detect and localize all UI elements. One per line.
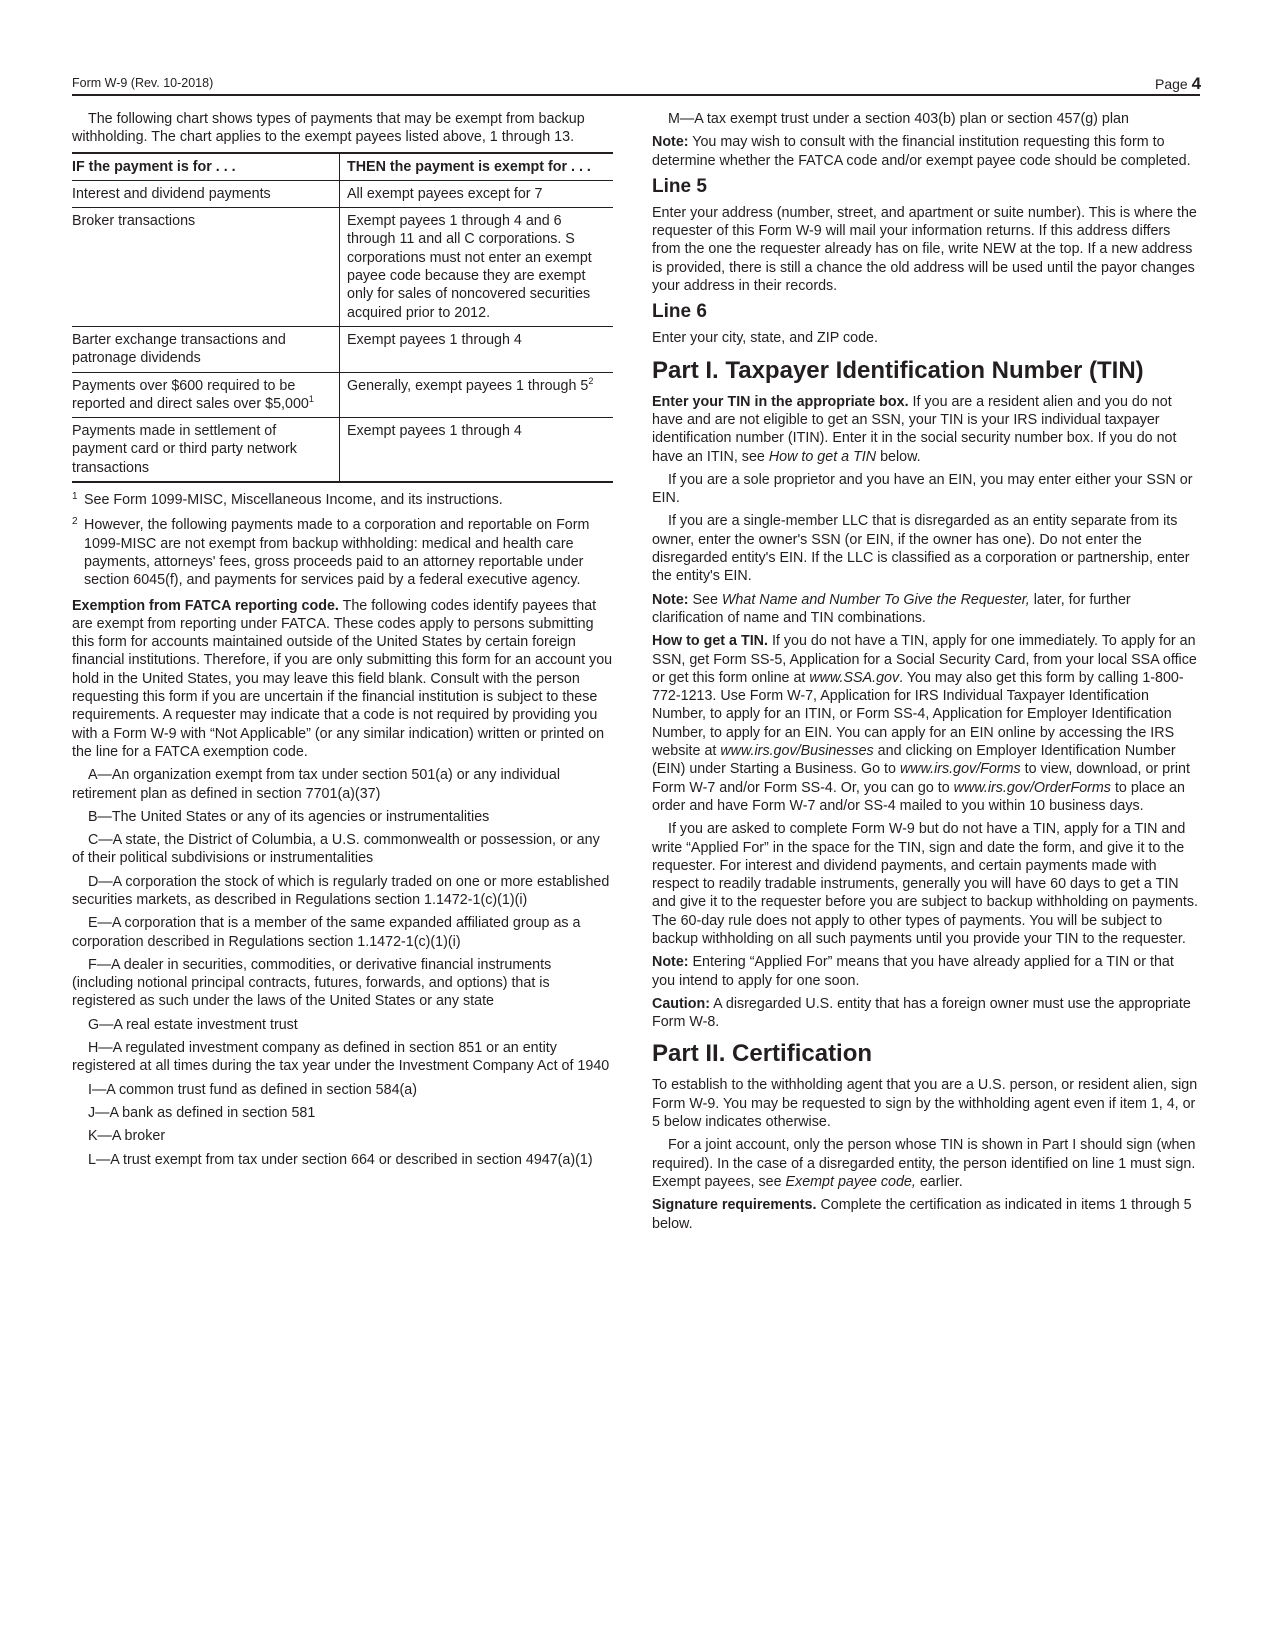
joint-account-paragraph: For a joint account, only the person whose TIN is shown in Part I should sign (when required). In the case of a disregarded entity, the person identified on line 1 must sign. Exempt payees, see Exempt payee code, earlier.	[652, 1137, 1196, 1190]
list-item: F—A dealer in securities, commodities, or derivative financial instruments (including notional principal contracts, futures, forwards, and options) that is registered as such under the laws of the United States or any state	[72, 956, 552, 1010]
list-item: K—A broker	[88, 1128, 166, 1145]
signature-requirements-paragraph: Signature requirements. Complete the certification as indicated in items 1 through 5 below.	[652, 1197, 1192, 1232]
note-applied-for: Note: Entering “Applied For” means that you have already applied for a TIN or that you intend to apply for one soon.	[652, 954, 1174, 989]
payment-type-cell: Interest and dividend payments	[72, 180, 340, 207]
exempt-payee-cell: Generally, exempt payees 1 through $5^2$	[340, 372, 614, 418]
footnote-2: 2 However, the following payments made to a corporation and reportable on Form 1099-MISC are not exempt from backup withholding: medical and health care payments, attorneys' fees, gross proceeds paid to an attorney reportable under section 6045(f), and payments for services paid by a federal executive agency.	[72, 516, 613, 589]
applied-for-paragraph: If you are asked to complete Form W-9 but do not have a TIN, apply for a TIN and write “Applied For” in the space for the TIN, sign and date the form, and give it to the requester. For interest and dividend payments, and certain payments made with respect to readily tradable instruments, generally you will have 60 days to get a TIN and give it to the requester before you are subject to backup withholding on payments. The 60-day rule does not apply to other types of payments. You will be subject to backup withholding on all such payments until you provide your TIN to the requester.	[652, 821, 1199, 947]
line6-text: Enter your city, state, and ZIP code.	[652, 330, 878, 347]
page-number	[1155, 74, 1201, 94]
payment-type-cell: Payments made in settlement of payment card or third party network transactions	[72, 418, 340, 482]
right-column	[652, 110, 1200, 1238]
payment-type-cell: Payments over $600 required to be reported and direct sales over $5,000$^1$	[72, 372, 340, 418]
line6-heading: Line 6	[652, 301, 707, 323]
footnote-ref: 2	[588, 375, 594, 386]
exempt-payments-chart	[72, 152, 613, 483]
chart-header-if: IF the payment is for . . .	[72, 153, 340, 181]
certification-paragraph: To establish to the withholding agent that you are a U.S. person, or resident alien, sign Form W-9. You may be requested to sign by the withholding agent even if item 1, 4, or 5 below indicates otherwise.	[652, 1077, 1198, 1131]
list-item: G—A real estate investment trust	[88, 1016, 298, 1033]
caution-paragraph: Caution: A disregarded U.S. entity that has a foreign owner must use the appropriate Form W-8.	[652, 995, 1191, 1031]
page-label: Page	[1155, 76, 1188, 92]
llc-paragraph: If you are a single-member LLC that is disregarded as an entity separate from its owner, enter the owner's SSN (or EIN, if the owner has one). Do not enter the disregarded entity's EIN. If the LLC is classified as a corporation or partnership, enter the entity's EIN.	[652, 513, 1190, 585]
line5-heading: Line 5	[652, 175, 707, 197]
chart-header-row	[72, 153, 613, 181]
tin-paragraph: Enter your TIN in the appropriate box. If you are a resident alien and you do not have and are not eligible to get an SSN, your TIN is your IRS individual taxpayer identification number (ITIN). Enter it in the social security number box. If you do not have an ITIN, see How to get a TIN below.	[652, 393, 1177, 465]
table-row	[72, 208, 613, 327]
table-row	[72, 418, 613, 482]
footnote-ref: 1	[308, 394, 314, 405]
table-row	[72, 372, 613, 418]
line5-text: Enter your address (number, street, and apartment or suite number). This is where the requester of this Form W-9 will mail your information returns. If this address differs from the one the requester already has on file, write NEW at the top. If a new address is provided, there is still a chance the old address will be used until the payor changes your address in their records.	[652, 204, 1197, 295]
table-row	[72, 326, 613, 372]
irs-forms-url: www.irs.gov/Forms	[899, 761, 1021, 778]
part2-heading: Part II. Certification	[652, 1040, 873, 1068]
footnote-1: 1 See Form 1099-MISC, Miscellaneous Income, and its instructions.	[72, 491, 613, 509]
exempt-payee-cell: Exempt payees 1 through 4	[340, 418, 614, 482]
list-item: E—A corporation that is a member of the same expanded affiliated group as a corporation described in Regulations section 1.1472-1(c)(1)(i)	[72, 915, 581, 950]
sole-proprietor-paragraph: If you are a sole proprietor and you have an EIN, you may enter either your SSN or EIN.	[652, 471, 1193, 507]
note-fatca: Note: You may wish to consult with the financial institution requesting this form to determine whether the FATCA code and/or exempt payee code should be completed.	[652, 134, 1191, 169]
page-num: 4	[1191, 74, 1202, 93]
how-to-get-tin-paragraph: How to get a TIN. If you do not have a TIN, apply for one immediately. To apply for an SSN, get Form SS-5, Application for a Social Security Card, from your local SSA office or get this form online at www.SSA.gov. You may also get this form by calling 1-800-772-1213. Use Form W-7, Application for IRS Individual Taxpayer Identification Number, to apply for an ITIN, or Form SS-4, Application for Employer Identification Number, to apply for an EIN. You can apply for an EIN online by accessing the IRS website at www.irs.gov/Businesses and clicking on Employer Identification Number (EIN) under Starting a Business. Go to www.irs.gov/Forms to view, download, or print Form W-7 and/or Form SS-4. Or, you can go to www.irs.gov/OrderForms to place an order and have Form W-7 and/or SS-4 mailed to you within 10 business days.	[652, 633, 1197, 814]
list-item: M—A tax exempt trust under a section 403(b) plan or section 457(g) plan	[668, 111, 1129, 127]
chart-intro: The following chart shows types of payments that may be exempt from backup withholding. The chart applies to the exempt payees listed above, 1 through 13.	[72, 111, 585, 146]
list-item: D—A corporation the stock of which is regularly traded on one or more established securities markets, as described in Regulations section 1.1472-1(c)(1)(i)	[72, 873, 610, 908]
form-id: Form W-9 (Rev. 10-2018)	[72, 76, 214, 90]
list-item: I—A common trust fund as defined in section 584(a)	[88, 1081, 418, 1098]
part1-heading: Part I. Taxpayer Identification Number (TIN)	[652, 356, 1144, 384]
ssa-url: www.SSA.gov	[809, 669, 900, 686]
exempt-payee-cell: Exempt payees 1 through 4 and 6 through 11 and all C corporations. S corporations must not enter an exempt payee code because they are exempt only for sales of noncovered securities acquired prior to 2012.	[340, 208, 614, 327]
footnote-number: 1	[72, 491, 78, 503]
list-item: C—A state, the District of Columbia, a U.S. commonwealth or possession, or any of their political subdivisions or instrumentalities	[72, 832, 600, 867]
exempt-payee-cell: Exempt payees 1 through 4	[340, 326, 614, 372]
payment-type-cell: Barter exchange transactions and patronage dividends	[72, 326, 340, 372]
list-item: A—An organization exempt from tax under section 501(a) or any individual retirement plan as defined in section 7701(a)(37)	[72, 767, 561, 802]
exempt-payee-cell: All exempt payees except for 7	[340, 180, 614, 207]
list-item: H—A regulated investment company as defined in section 851 or an entity registered at all times during the tax year under the Investment Company Act of 1940	[72, 1040, 610, 1075]
table-row	[72, 180, 613, 207]
payment-type-cell: Broker transactions	[72, 208, 340, 327]
fatca-heading: Exemption from FATCA reporting code.	[72, 597, 339, 614]
header-rule	[72, 94, 1200, 96]
note-name-tin: Note: See What Name and Number To Give the Requester, later, for further clarification of name and TIN combinations.	[652, 591, 1131, 626]
list-item: L—A trust exempt from tax under section 664 or described in section 4947(a)(1)	[88, 1151, 593, 1168]
irs-businesses-url: www.irs.gov/Businesses	[720, 743, 874, 760]
list-item: B—The United States or any of its agencies or instrumentalities	[88, 808, 490, 825]
irs-orderforms-url: www.irs.gov/OrderForms	[953, 779, 1111, 796]
list-item: J—A bank as defined in section 581	[88, 1104, 316, 1121]
chart-header-then: THEN the payment is exempt for . . .	[340, 153, 614, 181]
left-column	[72, 110, 613, 1174]
fatca-paragraph: Exemption from FATCA reporting code. The following codes identify payees that are exempt from reporting under FATCA. These codes apply to persons submitting this form for accounts maintained outside of the United States by certain foreign financial institutions. Therefore, if you are only submitting this form for an account you hold in the United States, you may leave this field blank. Consult with the person requesting this form if you are uncertain if the financial institution is subject to these requirements. A requester may indicate that a code is not required by providing you with a Form W-9 with “Not Applicable” (or any similar indication) written or printed on the line for a FATCA exemption code.	[72, 597, 613, 760]
footnote-number: 2	[72, 516, 78, 528]
